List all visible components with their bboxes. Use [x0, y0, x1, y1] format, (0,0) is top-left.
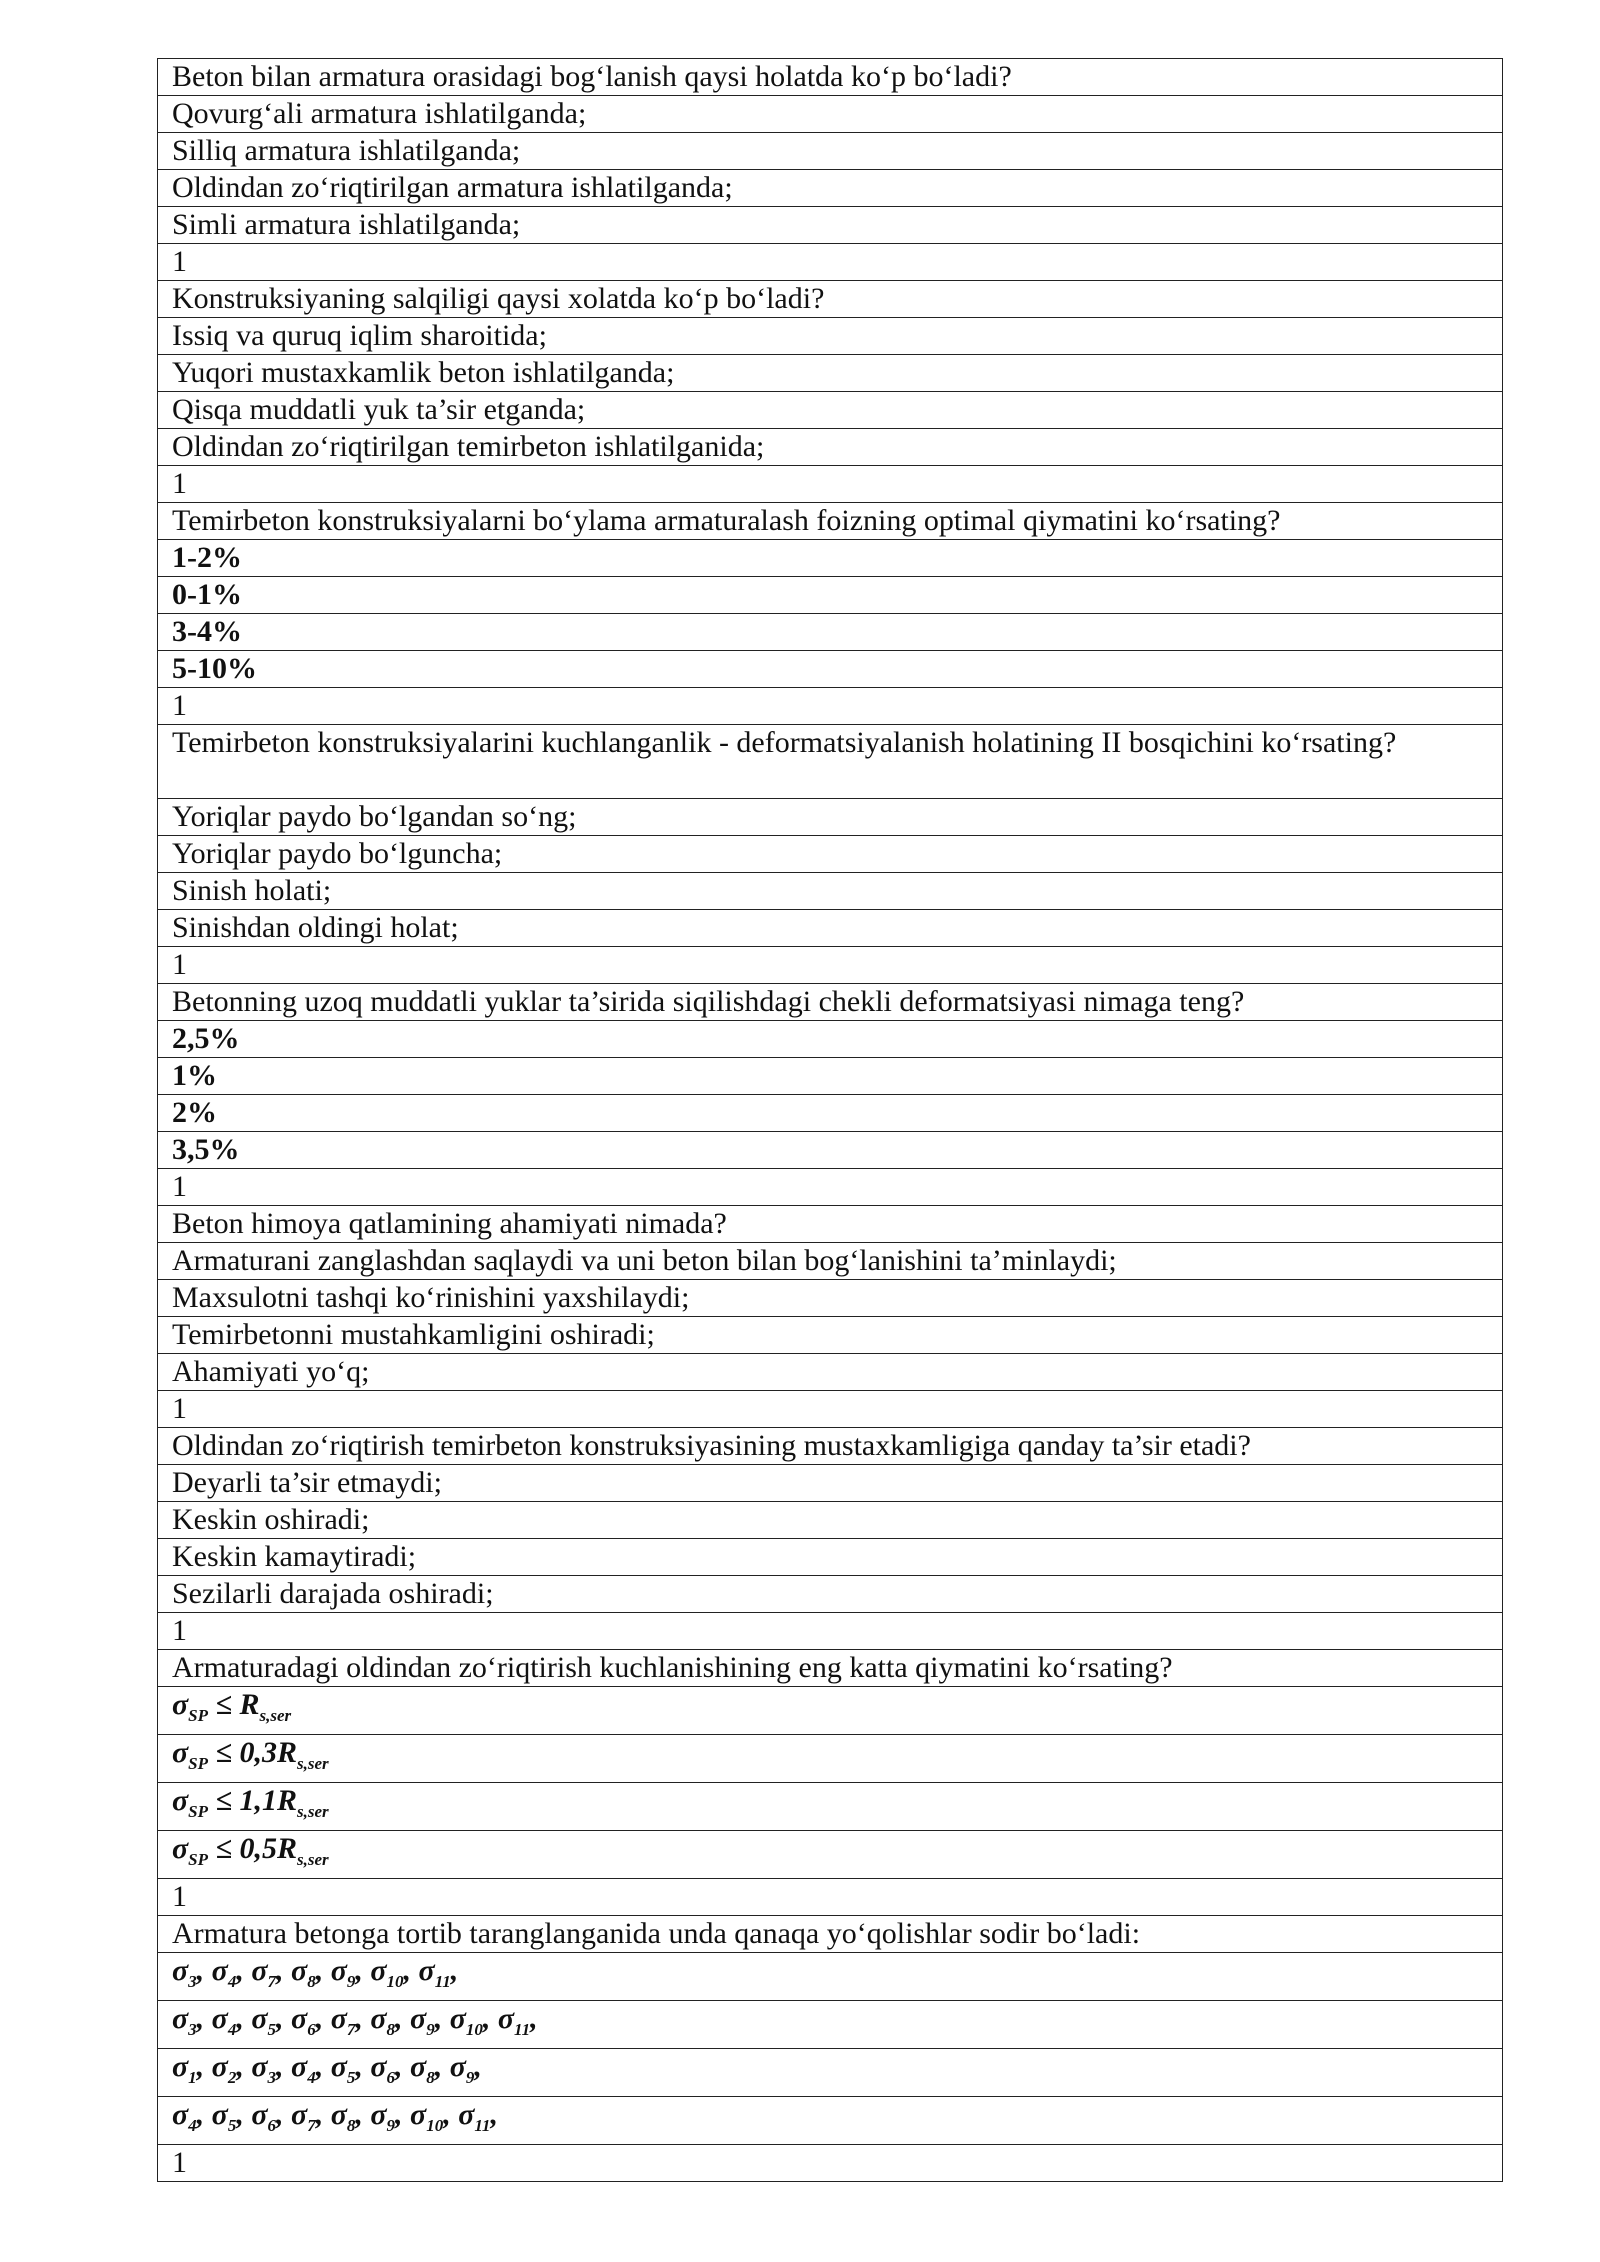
- option-text: Yoriqlar paydo bo‘lguncha;: [158, 836, 1503, 873]
- formula-resistance: R: [276, 1784, 297, 1817]
- loss-separator: ,: [395, 2002, 411, 2035]
- option-text: Sinishdan oldingi holat;: [158, 910, 1503, 947]
- loss-symbol: σ: [211, 2050, 228, 2083]
- loss-symbol: σ: [291, 2098, 308, 2131]
- loss-index: 11: [474, 2116, 491, 2135]
- formula-option: [158, 1687, 1503, 1735]
- answer-key: 1: [158, 244, 1503, 281]
- loss-separator: ,: [276, 2098, 292, 2131]
- loss-symbol: σ: [449, 2002, 466, 2035]
- loss-separator: ,: [450, 1954, 459, 1987]
- formula-relation: ≤: [208, 1832, 240, 1865]
- loss-index: 7: [267, 1972, 277, 1991]
- loss-symbol: σ: [370, 2098, 387, 2131]
- formula-relation: ≤: [208, 1688, 240, 1721]
- option-text: 1%: [158, 1058, 1503, 1095]
- loss-separator: ,: [236, 1954, 252, 1987]
- loss-separator: ,: [196, 2050, 212, 2083]
- option-text: Keskin oshiradi;: [158, 1502, 1503, 1539]
- loss-separator: ,: [355, 2098, 371, 2131]
- loss-index: 4: [307, 2068, 316, 2087]
- loss-separator: ,: [403, 1954, 419, 1987]
- loss-symbol: σ: [291, 1954, 308, 1987]
- loss-symbol: σ: [291, 2002, 308, 2035]
- loss-symbol: σ: [211, 1954, 228, 1987]
- test-questions-table: [157, 58, 1503, 2182]
- loss-index: 4: [227, 1972, 237, 1991]
- loss-symbol: σ: [172, 2050, 189, 2083]
- option-text: Yoriqlar paydo bo‘lgandan so‘ng;: [158, 799, 1503, 836]
- loss-index: 5: [227, 2116, 237, 2135]
- formula-option: [158, 1735, 1503, 1783]
- loss-index: 7: [346, 2020, 356, 2039]
- loss-separator: ,: [315, 2002, 331, 2035]
- loss-option: [158, 2049, 1503, 2097]
- loss-index: 8: [386, 2020, 396, 2039]
- option-text: 1-2%: [158, 540, 1503, 577]
- loss-separator: ,: [276, 2050, 292, 2083]
- question-text: Beton himoya qatlamining ahamiyati nimada?: [158, 1206, 1503, 1243]
- loss-index: 9: [386, 2116, 396, 2135]
- option-text: 2,5%: [158, 1021, 1503, 1058]
- loss-index: 6: [307, 2020, 316, 2039]
- loss-option: [158, 2097, 1503, 2145]
- option-text: Qovurg‘ali armatura ishlatilganda;: [158, 96, 1503, 133]
- loss-index: 2: [227, 2068, 237, 2087]
- loss-index: 8: [346, 2116, 356, 2135]
- loss-symbol: σ: [251, 2002, 268, 2035]
- loss-index: 3: [267, 2068, 277, 2087]
- option-text: Simli armatura ishlatilganda;: [158, 207, 1503, 244]
- option-text: Keskin kamaytiradi;: [158, 1539, 1503, 1576]
- question-text: Temirbeton konstruksiyalarni bo‘ylama armaturalash foizning optimal qiymatini ko‘rsating?: [158, 503, 1503, 540]
- loss-index: 9: [465, 2068, 475, 2087]
- loss-separator: ,: [196, 2002, 212, 2035]
- formula-resistance-subscript: s,ser: [297, 1754, 329, 1773]
- question-text: Konstruksiyaning salqiligi qaysi xolatda ko‘p bo‘ladi?: [158, 281, 1503, 318]
- formula-symbol: σ: [172, 1784, 189, 1817]
- loss-index: 6: [386, 2068, 396, 2087]
- loss-index: 1: [188, 2068, 197, 2087]
- formula-symbol: σ: [172, 1688, 189, 1721]
- question-text: Armaturadagi oldindan zo‘riqtirish kuchlanishining eng katta qiymatini ko‘rsating?: [158, 1650, 1503, 1687]
- loss-symbol: σ: [330, 1954, 347, 1987]
- loss-index: 7: [307, 2116, 316, 2135]
- loss-symbol: σ: [211, 2002, 228, 2035]
- loss-index: 5: [267, 2020, 277, 2039]
- answer-key: 1: [158, 466, 1503, 503]
- answer-key: 1: [158, 1391, 1503, 1428]
- option-text: Maxsulotni tashqi ko‘rinishini yaxshilaydi;: [158, 1280, 1503, 1317]
- loss-separator: ,: [443, 2098, 459, 2131]
- option-text: Silliq armatura ishlatilganda;: [158, 133, 1503, 170]
- formula-resistance: R: [276, 1832, 297, 1865]
- loss-symbol: σ: [172, 1954, 189, 1987]
- formula-symbol: σ: [172, 1832, 189, 1865]
- answer-key: 1: [158, 688, 1503, 725]
- loss-index: 5: [346, 2068, 356, 2087]
- formula-subscript: SP: [188, 1754, 209, 1773]
- loss-index: 10: [465, 2020, 483, 2039]
- formula-coefficient: 0,5: [239, 1832, 277, 1865]
- formula-subscript: SP: [188, 1850, 209, 1869]
- loss-separator: ,: [434, 2050, 450, 2083]
- formula-option: [158, 1783, 1503, 1831]
- loss-index: 4: [188, 2116, 197, 2135]
- loss-separator: ,: [355, 2050, 371, 2083]
- loss-index: 4: [227, 2020, 237, 2039]
- formula-option: [158, 1831, 1503, 1879]
- loss-symbol: σ: [172, 2098, 189, 2131]
- loss-separator: ,: [315, 2050, 331, 2083]
- question-text: Betonning uzoq muddatli yuklar ta’sirida siqilishdagi chekli deformatsiyasi nimaga teng?: [158, 984, 1503, 1021]
- formula-resistance: R: [239, 1688, 260, 1721]
- loss-index: 11: [434, 1972, 451, 1991]
- option-text: Sinish holati;: [158, 873, 1503, 910]
- loss-separator: ,: [482, 2002, 498, 2035]
- loss-symbol: σ: [410, 2050, 427, 2083]
- option-text: Sezilarli darajada oshiradi;: [158, 1576, 1503, 1613]
- loss-symbol: σ: [458, 2098, 475, 2131]
- loss-index: 3: [188, 1972, 197, 1991]
- option-text: Oldindan zo‘riqtirilgan temirbeton ishlatilganida;: [158, 429, 1503, 466]
- loss-separator: ,: [276, 2002, 292, 2035]
- formula-coefficient: 0,3: [239, 1736, 277, 1769]
- option-text: Qisqa muddatli yuk ta’sir etganda;: [158, 392, 1503, 429]
- option-text: 2%: [158, 1095, 1503, 1132]
- option-text: Armaturani zanglashdan saqlaydi va uni beton bilan bog‘lanishini ta’minlaydi;: [158, 1243, 1503, 1280]
- option-text: Temirbetonni mustahkamligini oshiradi;: [158, 1317, 1503, 1354]
- loss-separator: ,: [490, 2098, 498, 2131]
- loss-separator: ,: [236, 2050, 252, 2083]
- option-text: Ahamiyati yo‘q;: [158, 1354, 1503, 1391]
- loss-index: 9: [346, 1972, 356, 1991]
- formula-resistance-subscript: s,ser: [297, 1802, 329, 1821]
- loss-symbol: σ: [410, 2002, 427, 2035]
- loss-separator: ,: [530, 2002, 538, 2035]
- loss-separator: ,: [474, 2050, 482, 2083]
- loss-symbol: σ: [211, 2098, 228, 2131]
- formula-symbol: σ: [172, 1736, 189, 1769]
- option-text: Deyarli ta’sir etmaydi;: [158, 1465, 1503, 1502]
- loss-symbol: σ: [410, 2098, 427, 2131]
- loss-symbol: σ: [172, 2002, 189, 2035]
- loss-index: 6: [267, 2116, 277, 2135]
- loss-separator: ,: [395, 2098, 411, 2131]
- question-text-content: Temirbeton konstruksiyalarini kuchlanganlik - deformatsiyalanish holatining II bosqichini ko‘rsating?: [172, 726, 1397, 759]
- question-text: Oldindan zo‘riqtirish temirbeton konstruksiyasining mustaxkamligiga qanday ta’sir etadi?: [158, 1428, 1503, 1465]
- question-text: [158, 725, 1503, 799]
- formula-resistance-subscript: s,ser: [297, 1850, 329, 1869]
- loss-index: 8: [426, 2068, 435, 2087]
- option-text: Oldindan zo‘riqtirilgan armatura ishlatilganda;: [158, 170, 1503, 207]
- loss-option: [158, 2001, 1503, 2049]
- formula-subscript: SP: [188, 1802, 209, 1821]
- loss-separator: ,: [276, 1954, 292, 1987]
- loss-symbol: σ: [330, 2098, 347, 2131]
- loss-separator: ,: [236, 2098, 252, 2131]
- loss-symbol: σ: [449, 2050, 466, 2083]
- loss-separator: ,: [355, 1954, 371, 1987]
- loss-separator: ,: [395, 2050, 411, 2083]
- answer-key: 1: [158, 1169, 1503, 1206]
- answer-key: 1: [158, 1879, 1503, 1916]
- loss-separator: ,: [315, 1954, 331, 1987]
- loss-separator: ,: [355, 2002, 371, 2035]
- option-text: 0-1%: [158, 577, 1503, 614]
- loss-separator: ,: [196, 1954, 212, 1987]
- question-text: Armatura betonga tortib taranglanganida unda qanaqa yo‘qolishlar sodir bo‘ladi:: [158, 1916, 1503, 1953]
- formula-resistance: R: [276, 1736, 297, 1769]
- loss-separator: ,: [315, 2098, 331, 2131]
- answer-key: 1: [158, 947, 1503, 984]
- loss-option: [158, 1953, 1503, 2001]
- loss-separator: ,: [196, 2098, 212, 2131]
- option-text: 3,5%: [158, 1132, 1503, 1169]
- loss-symbol: σ: [370, 2050, 387, 2083]
- loss-index: 10: [386, 1972, 404, 1991]
- loss-symbol: σ: [370, 2002, 387, 2035]
- loss-separator: ,: [434, 2002, 450, 2035]
- formula-coefficient: 1,1: [239, 1784, 277, 1817]
- formula-relation: ≤: [208, 1784, 240, 1817]
- loss-index: 11: [514, 2020, 531, 2039]
- loss-index: 8: [307, 1972, 316, 1991]
- option-text: 5-10%: [158, 651, 1503, 688]
- loss-symbol: σ: [251, 1954, 268, 1987]
- option-text: 3-4%: [158, 614, 1503, 651]
- loss-symbol: σ: [497, 2002, 515, 2035]
- answer-key: 1: [158, 2145, 1503, 2182]
- option-text: Issiq va quruq iqlim sharoitida;: [158, 318, 1503, 355]
- loss-symbol: σ: [330, 2002, 347, 2035]
- loss-symbol: σ: [251, 2098, 268, 2131]
- loss-symbol: σ: [330, 2050, 347, 2083]
- loss-symbol: σ: [251, 2050, 268, 2083]
- loss-symbol: σ: [418, 1954, 435, 1987]
- answer-key: 1: [158, 1613, 1503, 1650]
- formula-subscript: SP: [188, 1706, 209, 1725]
- loss-symbol: σ: [370, 1954, 387, 1987]
- loss-index: 10: [426, 2116, 444, 2135]
- loss-separator: ,: [236, 2002, 252, 2035]
- formula-relation: ≤: [208, 1736, 240, 1769]
- loss-index: 9: [426, 2020, 435, 2039]
- loss-symbol: σ: [291, 2050, 308, 2083]
- formula-resistance-subscript: s,ser: [259, 1706, 292, 1725]
- loss-index: 3: [188, 2020, 197, 2039]
- question-text: Beton bilan armatura orasidagi bog‘lanish qaysi holatda ko‘p bo‘ladi?: [158, 59, 1503, 96]
- option-text: Yuqori mustaxkamlik beton ishlatilganda;: [158, 355, 1503, 392]
